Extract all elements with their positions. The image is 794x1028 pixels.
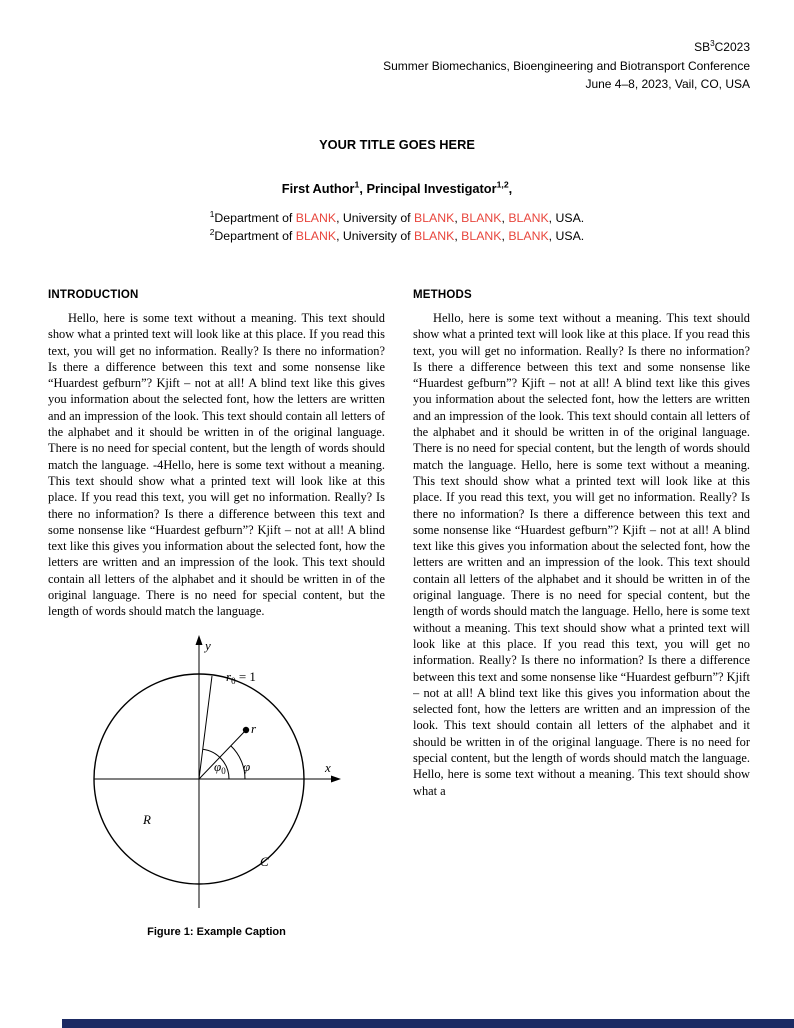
r0-label: $r_0 = 1$ <box>225 668 256 686</box>
paper-title: YOUR TITLE GOES HERE <box>319 137 475 152</box>
column-methods <box>413 289 750 799</box>
r-label: r <box>250 720 256 736</box>
affiliation-line-2: $^2$Department of BLANK, University of BLANK, BLANK, BLANK, USA. <box>209 226 585 243</box>
phi0-label: $\varphi_0$ <box>213 758 226 776</box>
r-point <box>242 726 248 732</box>
section-heading-introduction: INTRODUCTION <box>48 289 139 301</box>
figure-svg <box>92 632 342 922</box>
y-axis-label: y <box>204 637 211 653</box>
figure-caption: Figure 1: Example Caption <box>147 925 286 938</box>
conference-header <box>383 38 750 94</box>
footer-bar <box>62 1019 794 1028</box>
affiliation-line-1: $^1$Department of BLANK, University of BLANK, BLANK, BLANK, USA. <box>209 208 585 225</box>
figure-1 <box>48 632 385 938</box>
affiliation-block <box>0 209 794 245</box>
introduction-body: Hello, here is some text without a meaning. This text should show what a printed text will look like at this place. If you read this text, you will get no information. Really? Is there no information? Is there a difference between this text and some nonsense like “Huardest gefburn”? Kjift – not at all! A blind text like this gives you information about the selected font, how the letters are written and an impression of the look. This text should contain all letters of the alphabet and it should be written in of the original language. There is no need for special content, but the length of words should match the language. -4Hello, here is some text without a meaning. This text should show what a printed text will look like at this place. If you read this text, you will get no information. Really? Is there no information? Is there a difference between this text and some nonsense like “Huardest gefburn”? Kjift – not at all! A blind text like this gives you information about the selected font, how the letters are written and an impression of the look. This text should contain all letters of the alphabet and it should be written in of the original language. There is no need for special content, but the length of words should match the language. <box>48 311 385 619</box>
big-r-label: R <box>142 811 151 827</box>
author-line: First Author$^1$, Principal Investigator$^{1,2}$, <box>281 179 513 196</box>
big-c-label: C <box>259 853 269 869</box>
column-introduction <box>48 289 385 938</box>
y-axis-arrow-icon <box>195 635 202 645</box>
conference-abbr: $SB^3C2023$ <box>694 39 750 54</box>
phi-label: φ <box>242 758 250 774</box>
methods-body: Hello, here is some text without a meaning. This text should show what a printed text will look like at this place. If you read this text, you will get no information. Really? Is there no information? Is there a difference between this text and some nonsense like “Huardest gefburn”? Kjift – not at all! A blind text like this gives you information about the selected font, how the letters are written and an impression of the look. This text should contain all letters of the alphabet and it should be written in of the original language. There is no need for special content, but the length of words should match the language. Hello, here is some text without a meaning. This text should show what a printed text will look like at this place. If you read this text, you will get no information. Really? Is there no information? Is there a difference between this text and some nonsense like “Huardest gefburn”? Kjift – not at all! A blind text like this gives you information about the selected font, how the letters are written and an impression of the look. This text should contain all letters of the alphabet and it should be written in of the original language. There is no need for special content, but the length of words should match the language. Hello, here is some text without a meaning. This text should show what a printed text will look like at this place. If you read this text, you will get no information. Really? Is there no information? Is there a difference between this text and some nonsense like “Huardest gefburn”? Kjift – not at all! A blind text like this gives you information about the selected font, how the letters are written and an impression of the look. This text should contain all letters of the alphabet and it should be written in of the original language. There is no need for special content, but the length of words should match the language. Hello, here is some text without a meaning. This text should show what a <box>413 311 750 798</box>
section-heading-methods: METHODS <box>413 289 472 301</box>
x-axis-arrow-icon <box>331 775 341 782</box>
conference-name: Summer Biomechanics, Bioengineering and Biotransport Conference <box>383 58 750 73</box>
r0-radius-line <box>199 676 212 779</box>
x-axis-label: x <box>324 759 331 775</box>
conference-date: June 4–8, 2023, Vail, CO, USA <box>585 77 750 91</box>
